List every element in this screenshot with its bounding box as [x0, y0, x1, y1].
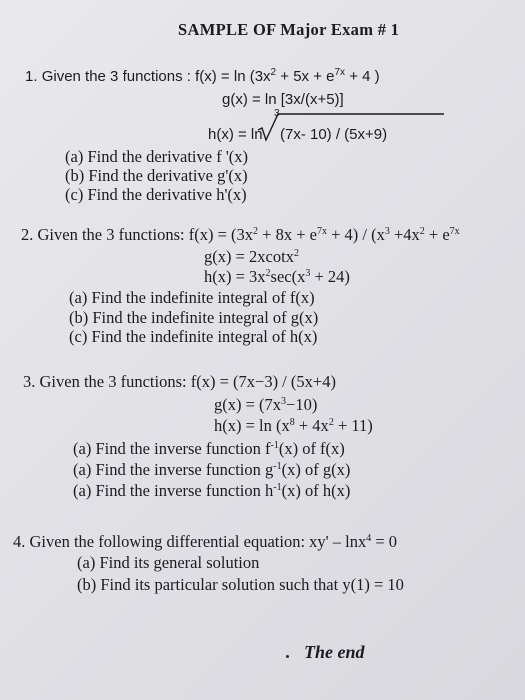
q4-part-a: (a) Find its general solution [77, 553, 260, 572]
q1-intro-text: Given the 3 functions : f(x) = ln (3x [41, 68, 271, 85]
q3-part-b [73, 460, 350, 480]
q3-a-exponent: -1 [270, 440, 279, 451]
q3-g-exponent: 3 [281, 396, 287, 407]
q2-number: 2. [21, 225, 34, 244]
q2-part-a: (a) Find the indefinite integral of f(x) [69, 288, 315, 307]
q1-h-root-index: 3 [274, 108, 280, 119]
q2-h-exp-1: 2 [265, 268, 271, 279]
q2-f-exp-a: 2 [253, 226, 259, 237]
q3-a-part-2: (x) of f(x) [278, 439, 345, 458]
q3-intro [23, 372, 336, 392]
q3-part-a [73, 439, 345, 459]
q3-g-function [214, 395, 317, 415]
q2-g-text: g(x) = 2xcotx [204, 247, 294, 266]
q2-h-part-3: + 24) [310, 267, 350, 286]
q2-intro-text: Given the 3 functions: f(x) = (3x [37, 225, 254, 244]
q3-h-exp-1: 8 [289, 417, 295, 428]
q3-h-exp-2: 2 [328, 417, 334, 428]
q2-g-function [204, 247, 299, 267]
q4-part-b: (b) Find its particular solution such that y(1) = 10 [77, 575, 404, 594]
q2-intro [21, 225, 460, 245]
q2-h-exp-2: 3 [305, 268, 311, 279]
q1-part-c: (c) Find the derivative h'(x) [65, 185, 247, 204]
q3-b-part-1: (a) Find the inverse function g [73, 460, 274, 479]
q2-part-b: (b) Find the indefinite integral of g(x) [69, 308, 319, 327]
q3-c-part-1: (a) Find the inverse function h [73, 481, 274, 500]
q2-part-c: (c) Find the indefinite integral of h(x) [69, 327, 318, 346]
q3-a-part-1: (a) Find the inverse function f [73, 439, 271, 458]
q4-intro-part-1: Given the following differential equation: xy' – lnx [29, 532, 367, 551]
q2-f-part-5: + e [424, 225, 450, 244]
q3-c-part-2: (x) of h(x) [281, 481, 351, 500]
q2-f-part-3: + 4) / (x [326, 225, 385, 244]
q3-h-part-2: + 4x [294, 416, 329, 435]
q1-intro [25, 67, 380, 87]
q1-h-prefix: h(x) = ln [208, 126, 263, 143]
q2-h-part-2: sec(x [270, 267, 306, 286]
exam-title: SAMPLE OF Major Exam # 1 [178, 20, 400, 39]
q1-f-exponent-2: 7x [334, 67, 346, 78]
q1-number: 1. [25, 68, 38, 85]
q2-f-part-4: +4x [389, 225, 420, 244]
q1-g-function: g(x) = ln [3x/(x+5)] [222, 91, 344, 108]
q2-h-part-1: h(x) = 3x [204, 267, 266, 286]
q1-f-part-3: + 4 ) [345, 68, 380, 85]
q3-c-exponent: -1 [273, 482, 282, 493]
q3-b-exponent: -1 [273, 461, 282, 472]
q2-f-exp-c: 3 [384, 226, 390, 237]
q3-h-function [214, 416, 373, 436]
q3-h-part-1: h(x) = ln (x [214, 416, 290, 435]
q4-intro [13, 532, 397, 552]
q3-intro-text: Given the 3 functions: f(x) = (7x−3) / (5x+4) [39, 372, 336, 391]
q3-part-c [73, 481, 350, 501]
q4-number: 4. [13, 532, 26, 551]
stray-dot-mark [286, 655, 289, 658]
q2-f-exp-b: 7x [316, 226, 327, 237]
q1-h-radicand: (7x- 10) / (5x+9) [280, 126, 388, 143]
q1-f-part-2: + 5x + e [276, 68, 335, 85]
q1-f-exponent-1: 2 [270, 67, 277, 78]
q2-h-function [204, 267, 350, 287]
end-text: The end [304, 642, 365, 662]
q2-g-exponent: 2 [293, 248, 299, 259]
q1-part-b: (b) Find the derivative g'(x) [65, 166, 248, 185]
q4-intro-exponent: 4 [366, 533, 372, 544]
q3-g-part-2: −10) [286, 395, 318, 414]
q2-f-exp-d: 2 [419, 226, 425, 237]
q4-intro-part-2: = 0 [371, 532, 398, 551]
q3-h-part-3: + 11) [333, 416, 373, 435]
q1-part-a: (a) Find the derivative f '(x) [65, 147, 249, 166]
q2-f-part-2: + 8x + e [258, 225, 317, 244]
q3-g-part-1: g(x) = (7x [214, 395, 282, 414]
q3-number: 3. [23, 372, 36, 391]
q3-b-part-2: (x) of g(x) [281, 460, 351, 479]
q2-f-exp-e: 7x [449, 226, 460, 237]
